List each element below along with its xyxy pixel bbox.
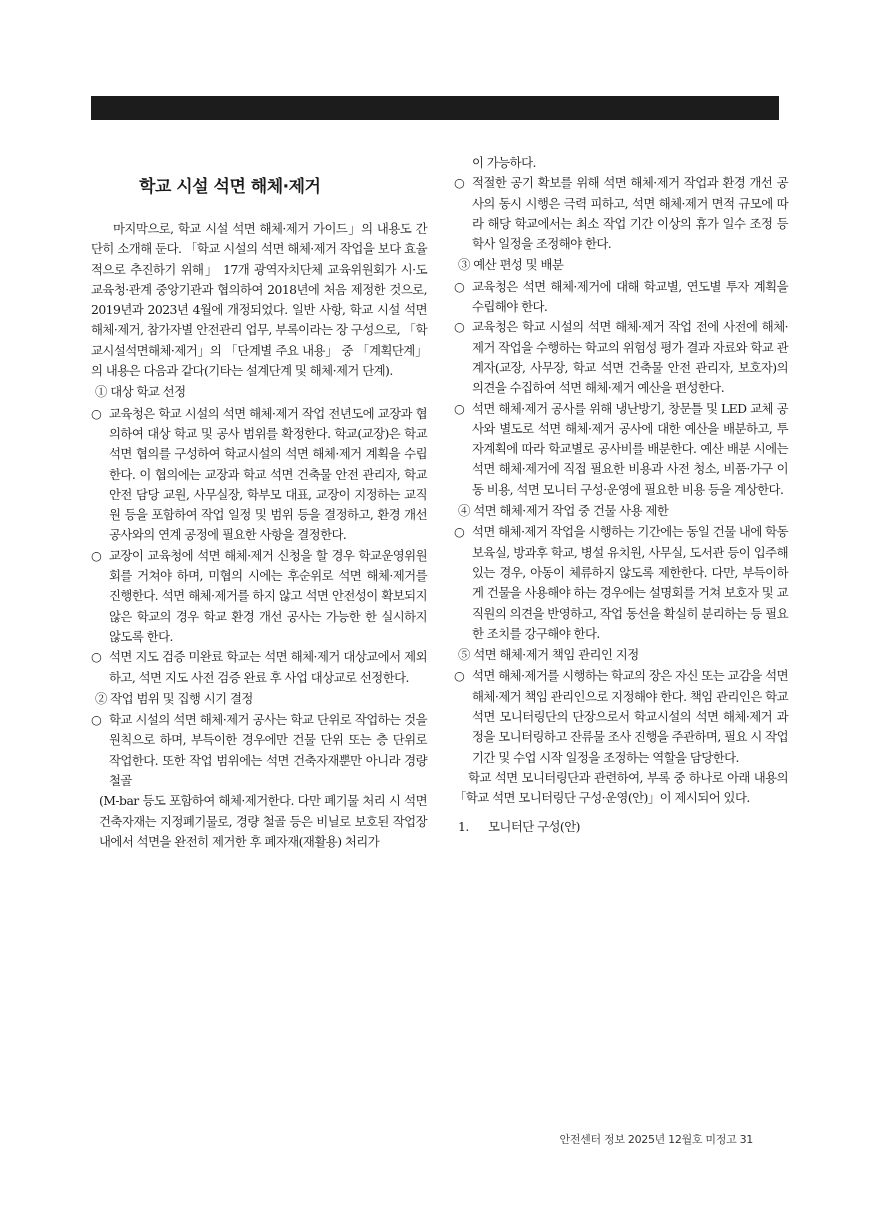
numbered-heading-number: 1. xyxy=(458,818,469,834)
section-heading-3: ③ 예산 편성 및 배분 xyxy=(458,257,564,273)
list-item: ○ 교육청은 학교 시설의 석면 해체·제거 작업 전년도에 교장과 협의하여 대상 학교 및 공사 범위를 확정한다. 학교(교장)은 학교 석면 협의를 구성하여 학교시설의 석면 해체·제거 계획을 수립한다. 이 협의에는 교장과 학교 석면 건축물 안전 관리자, 학교 안전 담당 교원, 사무실장, 학부모 대표, 교장이 지정하는 교직원 등을 포함하여 작업 일정 및 범위 등을 결정하고, 환경 개선 공사와의 연계 공정에 필요한 사항을 결정한다. xyxy=(91,405,427,543)
bullet-icon: ○ xyxy=(454,319,465,335)
bullet-icon: ○ xyxy=(454,668,465,684)
page-footer: 안전센터 정보 2025년 12월호 미정고 31 xyxy=(559,1133,753,1146)
bullet-icon: ○ xyxy=(454,400,465,416)
list-item: ○ 적절한 공기 확보를 위해 석면 해체·제거 작업과 환경 개선 공사의 동시 시행은 극력 피하고, 석면 해체·제거 면적 규모에 따라 해당 학교에서는 최소 작업 기간 이상의 휴가 일수 조정 등 학사 일정을 조정해야 한다. xyxy=(454,175,788,252)
list-item: ○ 교육청은 학교 시설의 석면 해체·제거 작업 전에 사전에 해체·제거 작업을 수행하는 학교의 위험성 평가 결과 자료와 학교 관계자(교장, 사무장, 학교 석면 건축물 안전 관리자, 보호자)의 의견을 수집하여 석면 해체·제거 예산을 편성한다. xyxy=(454,319,788,396)
bullet-icon: ○ xyxy=(91,547,102,563)
list-item: ○ 교장이 교육청에 석면 해체·제거 신청을 할 경우 학교운영위원회를 거쳐야 하며, 미협의 시에는 후순위로 석면 해체·제거를 진행한다. 석면 해체·제거를 하지 않고 석면 안전성이 확보되지 않은 학교의 경우 학교 환경 개선 공사는 가능한 한 실시하지 않도록 한다. xyxy=(91,547,427,644)
carryover-text: 이 가능하다. xyxy=(472,155,536,170)
list-item: ○ 교육청은 석면 해체·제거에 대해 학교별, 연도별 투자 계획을 수립해야 한다. xyxy=(454,278,788,315)
bullet-icon: ○ xyxy=(454,175,465,191)
list-item: ○ 석면 해체·제거 작업을 시행하는 기간에는 동일 건물 내에 학동 보육실, 방과후 학교, 병설 유치원, 사무실, 도서관 등이 입주해 있는 경우, 아동이 체류하지 않도록 제한한다. 다만, 부득이하게 건물을 사용해야 하는 경우에는 설명회를 거쳐 보호자 및 교직원의 의견을 반영하고, 작업 동선을 확실히 분리하는 등 필요한 조치를 강구해야 한다. xyxy=(454,524,788,641)
article-title: 학교 시설 석면 해체·제거 xyxy=(139,177,321,197)
list-item: ○ 석면 해체·제거를 시행하는 학교의 장은 자신 또는 교감을 석면 해체·제거 책임 관리인으로 지정해야 한다. 책임 관리인은 학교 석면 모니터링단의 단장으로서 학교시설의 석면 해체·제거 과정을 모니터링하고 잔류물 조사 진행을 주관하며, 필요 시 작업 기간 및 수업 시작 일정을 조정하는 역할을 담당한다. xyxy=(454,668,788,765)
intro-paragraph: 마지막으로, 학교 시설 석면 해체·제거 가이드」의 내용도 간단히 소개해 둔다. 「학교 시설의 석면 해체·제거 작업을 보다 효율적으로 추진하기 위해」 17개 광역자치단체 교육위원회가 시·도 교육청·관계 중앙기관과 협의하여 2018년에 처음 제정한 것으로, 2019년과 2023년 4월에 개정되었다. 일반 사항, 학교 시설 석면 해체·제거, 참가자별 안전관리 업무, 부록이라는 장 구성으로, 「학교시설석면해체·제거」의 「단계별 주요 내용」 중 「계획단계」의 내용은 다음과 같다(기타는 설계단계 및 해체·제거 단계). xyxy=(91,221,427,379)
numbered-heading xyxy=(458,817,788,837)
section-heading-1: ① 대상 학교 선정 xyxy=(95,384,186,400)
bullet-icon: ○ xyxy=(91,712,102,728)
bullet-icon: ○ xyxy=(91,405,102,421)
list-item: ○ 석면 해체·제거 공사를 위해 냉난방기, 창문틀 및 LED 교체 공사와 별도로 석면 해체·제거 공사에 대한 예산을 배분하고, 투자계획에 따라 학교별로 공사비를 배분한다. 예산 배분 시에는 석면 해체·제거에 직접 필요한 비용과 사전 청소, 비품·가구 이동 비용, 석면 모니터 구성·운영에 필요한 비용 등을 계상한다. xyxy=(454,400,788,497)
bullet-icon: ○ xyxy=(454,524,465,540)
list-item: ○ 석면 지도 검증 미완료 학교는 석면 해체·제거 대상교에서 제외하고, 석면 지도 사전 검증 완료 후 사업 대상교로 선정한다. xyxy=(91,649,427,685)
section-heading-4: ④ 석면 해체·제거 작업 중 건물 사용 제한 xyxy=(458,503,669,519)
bullet-icon: ○ xyxy=(454,278,465,294)
right-column xyxy=(454,153,788,837)
list-item: ○ 학교 시설의 석면 해체·제거 공사는 학교 단위로 작업하는 것을 원칙으로 하며, 부득이한 경우에만 건물 단위 또는 층 단위로 작업한다. 또한 작업 범위에는 석면 건축자재뿐만 아니라 경량 철골 xyxy=(91,712,427,789)
list-item-continuation: (M-bar 등도 포함하여 해체·제거한다. 다만 폐기물 처리 시 석면 건축자재는 지정폐기물로, 경량 철골 등은 비닐로 보호된 작업장 내에서 석면을 완전히 제거한 후 폐자재(재활용) 처리가 xyxy=(99,793,427,849)
bullet-icon: ○ xyxy=(91,649,102,665)
numbered-heading-text: 모니터단 구성(안) xyxy=(488,818,580,834)
header-bar xyxy=(91,96,779,120)
section-heading-2: ② 작업 범위 및 집행 시기 결정 xyxy=(95,690,253,706)
closing-paragraph: 학교 석면 모니터링단과 관련하여, 부록 중 하나로 아래 내용의 「학교 석면 모니터링단 구성·운영(안)」이 제시되어 있다. xyxy=(454,769,788,806)
section-heading-5: ⑤ 석면 해체·제거 책임 관리인 지정 xyxy=(458,647,639,663)
left-column xyxy=(91,150,427,852)
